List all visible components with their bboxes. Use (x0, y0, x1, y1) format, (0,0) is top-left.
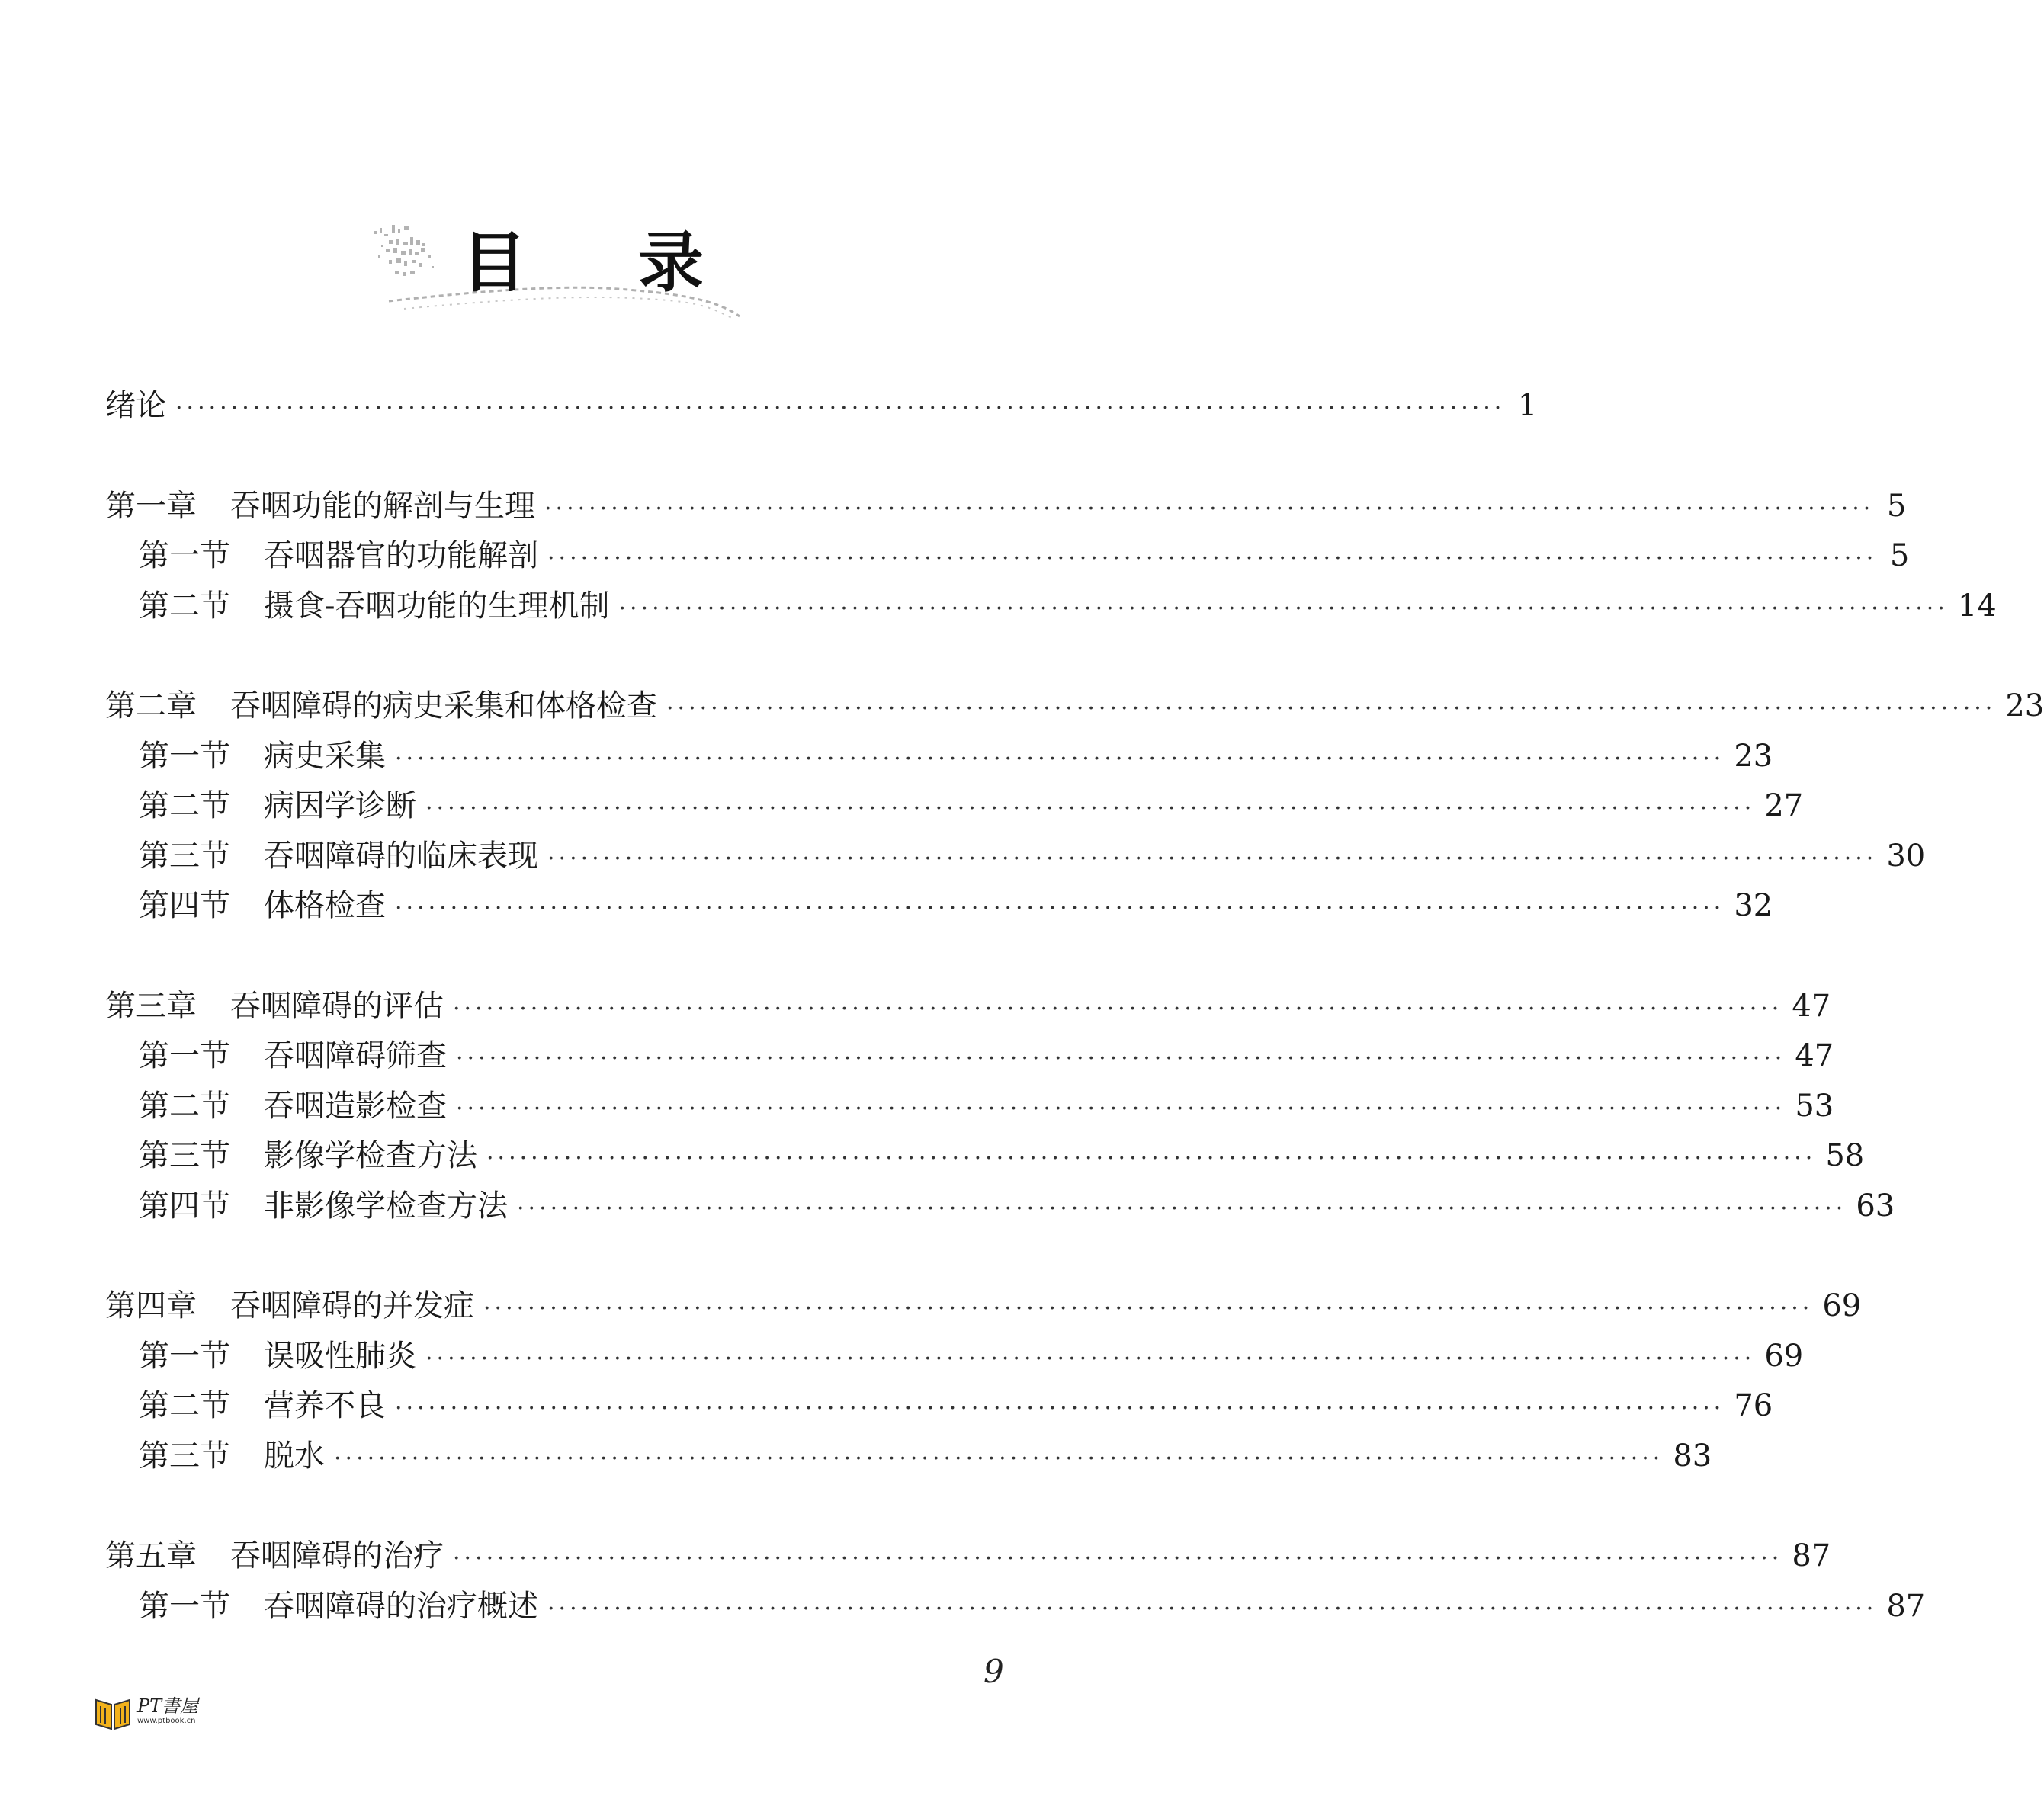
toc-leader-dots: ························································································································ (395, 1395, 1725, 1422)
toc-section-entry[interactable] (105, 781, 1804, 832)
toc-entry-title: 绪论 (105, 388, 166, 423)
toc-section-entry[interactable] (105, 531, 1910, 582)
toc-page-number: 1 (1517, 388, 1538, 423)
toc-entry-prefix: 第二节 (139, 588, 230, 624)
toc-entry-prefix: 第一节 (139, 1038, 230, 1073)
toc-section-entry[interactable] (105, 732, 1773, 782)
toc-entry-label (139, 1582, 538, 1632)
toc-page-number: 23 (1734, 738, 1773, 774)
toc-page-number: 87 (1886, 1588, 1926, 1624)
toc-group (105, 682, 2044, 932)
toc-page-number: 32 (1734, 888, 1773, 923)
toc-page-number: 5 (1889, 538, 1910, 573)
toc-group (105, 982, 1895, 1232)
toc-entry-label (139, 832, 538, 882)
toc-entry-title: 摄食-吞咽功能的生理机制 (264, 588, 610, 624)
toc-chapter-entry[interactable] (105, 482, 1907, 532)
toc-leader-dots: ························································································································ (486, 1145, 1817, 1172)
toc-leader-dots: ························································································································ (547, 845, 1878, 872)
page-title: 目 录 (461, 225, 748, 301)
toc-leader-dots: ························································································································ (453, 995, 1783, 1022)
toc-chapter-entry[interactable] (105, 1532, 1831, 1582)
toc-page-number: 69 (1764, 1338, 1804, 1374)
table-of-contents (105, 381, 2044, 1682)
toc-entry-prefix: 第三节 (139, 838, 230, 874)
toc-entry-prefix: 第一节 (139, 538, 230, 573)
toc-page-number: 63 (1856, 1188, 1895, 1224)
toc-entry-prefix: 第二章 (105, 688, 197, 723)
toc-page-number: 76 (1734, 1388, 1773, 1423)
toc-section-entry[interactable] (105, 582, 1997, 632)
toc-leader-dots: ························································································································ (456, 1045, 1786, 1072)
toc-section-entry[interactable] (105, 1082, 1834, 1132)
toc-page-number: 69 (1822, 1288, 1862, 1323)
toc-leader-dots: ························································································································ (334, 1445, 1664, 1472)
toc-entry-title: 病因学诊断 (264, 788, 416, 823)
logo-name: PT書屋 (137, 1695, 199, 1717)
toc-leader-dots: ························································································································ (175, 395, 1506, 422)
toc-entry-title: 吞咽障碍的治疗概述 (264, 1588, 538, 1624)
toc-entry-title: 吞咽障碍筛查 (264, 1038, 447, 1073)
toc-entry-label (139, 1182, 508, 1232)
toc-entry-prefix: 第二节 (139, 1388, 230, 1423)
toc-entry-label (139, 1082, 447, 1132)
toc-page-number: 23 (2005, 688, 2044, 723)
toc-entry-prefix: 第四节 (139, 1188, 230, 1224)
toc-entry-prefix: 第二节 (139, 788, 230, 823)
toc-group (105, 482, 1997, 632)
toc-entry-label (139, 881, 386, 932)
toc-entry-title: 吞咽障碍的治疗 (230, 1538, 444, 1573)
toc-entry-title: 吞咽功能的解剖与生理 (230, 488, 535, 524)
toc-entry-prefix: 第四章 (105, 1288, 197, 1323)
toc-section-entry[interactable] (105, 1131, 1865, 1182)
toc-entry-title: 吞咽造影检查 (264, 1088, 447, 1124)
toc-entry-prefix: 第四节 (139, 888, 230, 923)
toc-entry-label (139, 531, 538, 582)
toc-leader-dots: ························································································································ (395, 895, 1725, 922)
toc-leader-dots: ························································································································ (547, 1595, 1878, 1622)
toc-page-number: 5 (1886, 488, 1907, 524)
toc-section-entry[interactable] (105, 1582, 1926, 1632)
toc-group (105, 381, 1538, 431)
toc-entry-prefix: 第五章 (105, 1538, 197, 1573)
toc-section-entry[interactable] (105, 1031, 1834, 1082)
toc-entry-title: 脱水 (264, 1438, 325, 1474)
logo-url: www.ptbook.cn (137, 1717, 196, 1725)
toc-entry-title: 误吸性肺炎 (264, 1338, 416, 1374)
toc-leader-dots: ························································································································ (544, 495, 1875, 522)
toc-leader-dots: ························································································································ (395, 745, 1725, 772)
toc-entry-title: 吞咽器官的功能解剖 (264, 538, 538, 573)
toc-group (105, 1281, 1862, 1481)
toc-leader-dots: ························································································································ (618, 595, 1949, 622)
toc-page-number: 83 (1673, 1438, 1712, 1474)
toc-section-entry[interactable] (105, 1182, 1895, 1232)
toc-entry-prefix: 第一节 (139, 738, 230, 774)
toc-entry-label (139, 1381, 386, 1432)
toc-entry-prefix: 第三节 (139, 1438, 230, 1474)
toc-entry-title: 病史采集 (264, 738, 386, 774)
toc-entry-label (105, 381, 166, 431)
toc-section-entry[interactable] (105, 1332, 1804, 1382)
toc-leader-dots: ························································································································ (483, 1295, 1814, 1322)
toc-chapter-entry[interactable] (105, 982, 1831, 1032)
toc-entry-prefix: 第一节 (139, 1338, 230, 1374)
toc-entry-label (139, 732, 386, 782)
toc-entry-prefix: 第一章 (105, 488, 197, 524)
toc-section-entry[interactable] (105, 1432, 1712, 1482)
toc-page-number: 47 (1792, 988, 1831, 1024)
toc-entry-label (139, 1031, 447, 1082)
toc-entry-label (139, 1432, 325, 1482)
toc-page-number: 53 (1795, 1088, 1834, 1124)
toc-entry-label (105, 982, 444, 1032)
toc-page-number: 30 (1886, 838, 1926, 874)
toc-leader-dots: ························································································································ (666, 695, 1997, 722)
toc-entry-label (139, 781, 416, 832)
toc-entry-title: 吞咽障碍的病史采集和体格检查 (230, 688, 657, 723)
toc-chapter-entry[interactable] (105, 682, 2044, 732)
toc-entry-label (139, 1332, 416, 1382)
toc-leader-dots: ························································································································ (453, 1545, 1783, 1572)
toc-section-entry[interactable] (105, 832, 1926, 882)
toc-entry-label (105, 1281, 474, 1332)
toc-entry-prefix: 第一节 (139, 1588, 230, 1624)
toc-entry-title: 营养不良 (264, 1388, 386, 1423)
toc-page-number: 27 (1764, 788, 1804, 823)
toc-page-number: 87 (1792, 1538, 1831, 1573)
toc-chapter-entry[interactable] (105, 1281, 1862, 1332)
toc-entry-label (105, 682, 657, 732)
toc-entry-label (139, 582, 610, 632)
toc-entry-prefix: 第三章 (105, 988, 197, 1024)
toc-entry-label (139, 1131, 477, 1182)
toc-entry-title: 非影像学检查方法 (264, 1188, 508, 1224)
page-number: 9 (983, 1653, 1004, 1690)
toc-entry-label (105, 482, 535, 532)
toc-entry-title: 影像学检查方法 (264, 1138, 477, 1173)
toc-leader-dots: ························································································································ (456, 1095, 1786, 1122)
toc-group (105, 1532, 1926, 1631)
toc-page-number: 14 (1957, 588, 1997, 624)
toc-entry-label (105, 1532, 444, 1582)
toc-leader-dots: ························································································································ (517, 1195, 1847, 1222)
toc-section-entry[interactable] (105, 881, 1773, 932)
toc-entry-prefix: 第三节 (139, 1138, 230, 1173)
toc-leader-dots: ························································································································ (547, 545, 1878, 572)
toc-chapter-entry[interactable] (105, 381, 1538, 431)
toc-page-number: 47 (1795, 1038, 1834, 1073)
toc-entry-title: 吞咽障碍的临床表现 (264, 838, 538, 874)
publisher-logo (93, 1689, 223, 1735)
toc-entry-prefix: 第二节 (139, 1088, 230, 1124)
toc-page-number: 58 (1825, 1138, 1865, 1173)
toc-entry-title: 吞咽障碍的评估 (230, 988, 444, 1024)
toc-entry-title: 体格检查 (264, 888, 386, 923)
toc-section-entry[interactable] (105, 1381, 1773, 1432)
title-block (358, 194, 755, 339)
toc-leader-dots: ························································································································ (425, 795, 1756, 822)
toc-entry-title: 吞咽障碍的并发症 (230, 1288, 474, 1323)
toc-leader-dots: ························································································································ (425, 1345, 1756, 1372)
book-icon (93, 1692, 133, 1732)
